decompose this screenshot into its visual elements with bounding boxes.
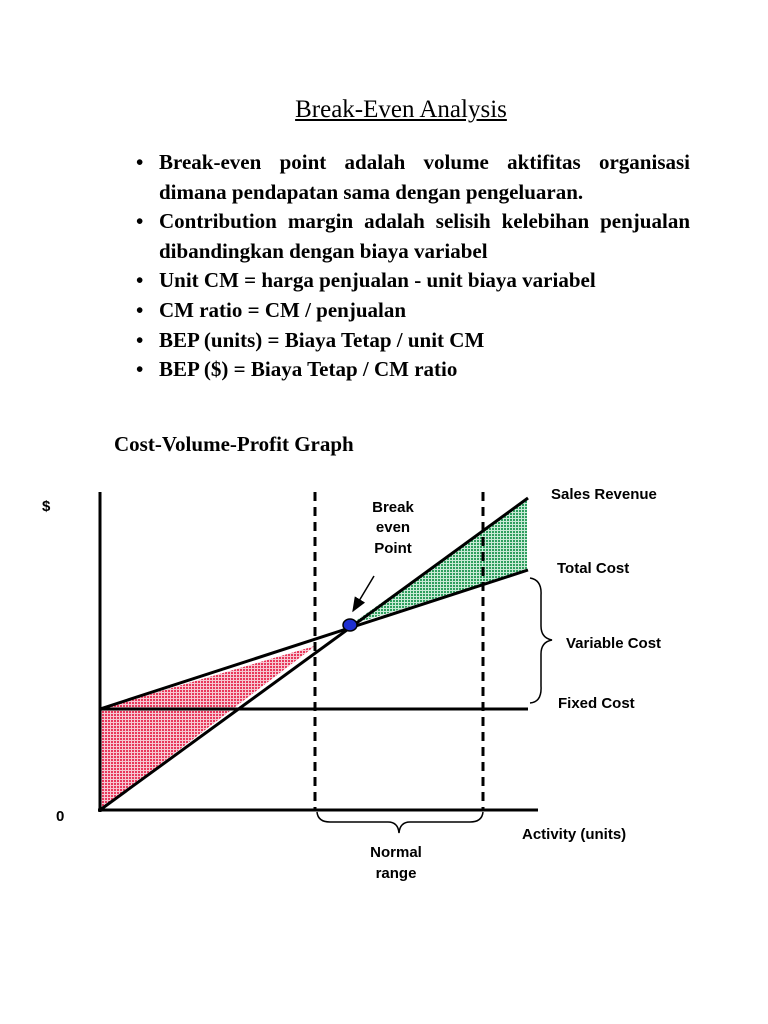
- bullet-dot: •: [136, 268, 144, 293]
- bullet-dot: •: [136, 327, 144, 352]
- break-even-marker: [343, 619, 357, 631]
- variable-cost-label: Variable Cost: [566, 635, 662, 652]
- origin-label: 0: [56, 808, 65, 825]
- break-even-arrow: [353, 576, 374, 611]
- normal-range-brace: [317, 812, 483, 833]
- bullet-dot: •: [136, 357, 144, 382]
- bullet-text: BEP (units) = Biaya Tetap / unit CM: [159, 327, 485, 352]
- total-cost-label: Total Cost: [557, 560, 630, 577]
- sales-revenue-label: Sales Revenue: [551, 486, 657, 503]
- y-axis-label: $: [42, 498, 51, 515]
- page-title: Break-Even Analysis: [295, 96, 507, 123]
- variable-cost-brace: [530, 578, 552, 703]
- bullet-text: BEP ($) = Biaya Tetap / CM ratio: [159, 357, 458, 382]
- bullet-dot: •: [136, 209, 144, 234]
- bullet-text: Break-even point adalah volume aktifitas organisasi dimana pendapatan sama dengan pengeluaran.: [159, 150, 690, 204]
- normal-range-label-line: Normal: [370, 844, 422, 861]
- x-axis-label: Activity (units): [522, 826, 627, 843]
- bullet-text: Contribution margin adalah selisih kelebihan penjualan dibandingkan dengan biaya variabel: [159, 209, 690, 263]
- bullet-dot: •: [136, 150, 144, 174]
- bullet-dot: •: [136, 297, 144, 322]
- break-even-label-line: even: [375, 519, 411, 536]
- break-even-label-line: Break: [372, 499, 414, 516]
- bullet-text: CM ratio = CM / penjualan: [159, 297, 407, 322]
- normal-range-label-line: range: [375, 865, 417, 882]
- fixed-cost-label: Fixed Cost: [558, 695, 635, 712]
- graph-heading: Cost-Volume-Profit Graph: [114, 432, 354, 456]
- break-even-label-line: Point: [374, 540, 412, 557]
- bullet-text: Unit CM = harga penjualan - unit biaya variabel: [159, 268, 596, 293]
